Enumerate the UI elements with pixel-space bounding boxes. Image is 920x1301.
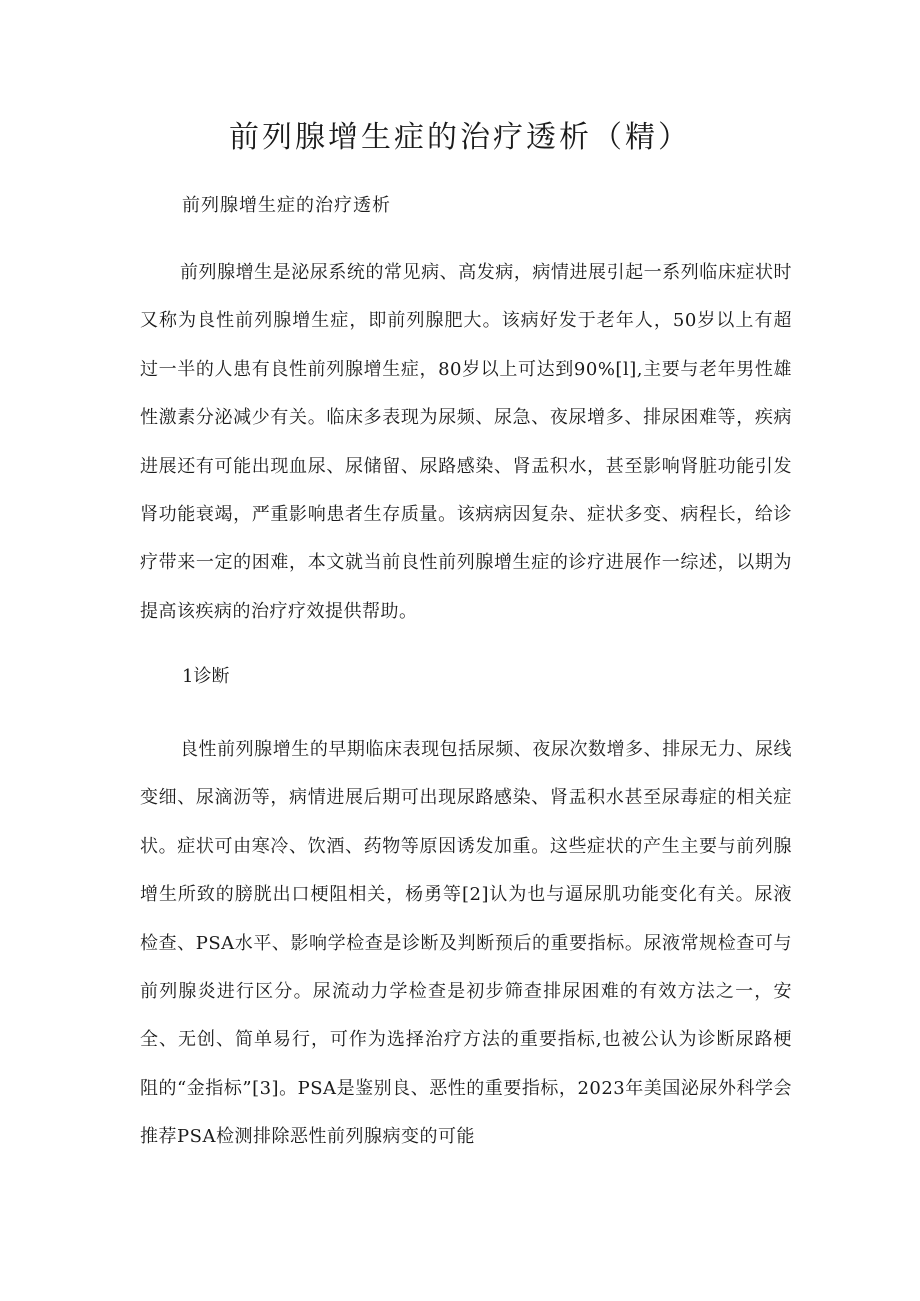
- section-heading-diagnosis: 1诊断: [182, 666, 230, 687]
- document-subtitle: 前列腺增生症的治疗透析: [182, 195, 391, 216]
- document-title: 前列腺增生症的治疗透析（精）: [229, 120, 691, 155]
- diagnosis-paragraph: 良性前列腺增生的早期临床表现包括尿频、夜尿次数增多、排尿无力、尿线变细、尿滴沥等，病情进展后期可出现尿路感染、肾盂积水甚至尿毒症的相关症状。症状可由寒冷、饮酒、药物等原因诱发加重。这些症状的产生主要与前列腺增生所致的膀胱出口梗阻相关，杨勇等[2]认为也与逼尿肌功能变化有关。尿液检查、PSA水平、影响学检查是诊断及判断预后的重要指标。尿液常规检查可与前列腺炎进行区分。尿流动力学检查是初步筛查排尿困难的有效方法之一，安全、无创、简单易行，可作为选择治疗方法的重要指标,也被公认为诊断尿路梗阻的“金指标”[3]。PSA是鉴别良、恶性的重要指标，2023年美国泌尿外科学会推荐PSA检测排除恶性前列腺病变的可能: [140, 739, 792, 1148]
- intro-paragraph: 前列腺增生是泌尿系统的常见病、高发病，病情进展引起一系列临床症状时又称为良性前列腺增生症，即前列腺肥大。该病好发于老年人，50岁以上有超过一半的人患有良性前列腺增生症，80岁以上可达到90%[l],主要与老年男性雄性激素分泌减少有关。临床多表现为尿频、尿急、夜尿增多、排尿困难等，疾病进展还有可能出现血尿、尿储留、尿路感染、肾盂积水，甚至影响肾脏功能引发肾功能衰竭，严重影响患者生存质量。该病病因复杂、症状多变、病程长，给诊疗带来一定的困难，本文就当前良性前列腺增生症的诊疗进展作一综述，以期为提高该疾病的治疗疗效提供帮助。: [140, 262, 792, 622]
